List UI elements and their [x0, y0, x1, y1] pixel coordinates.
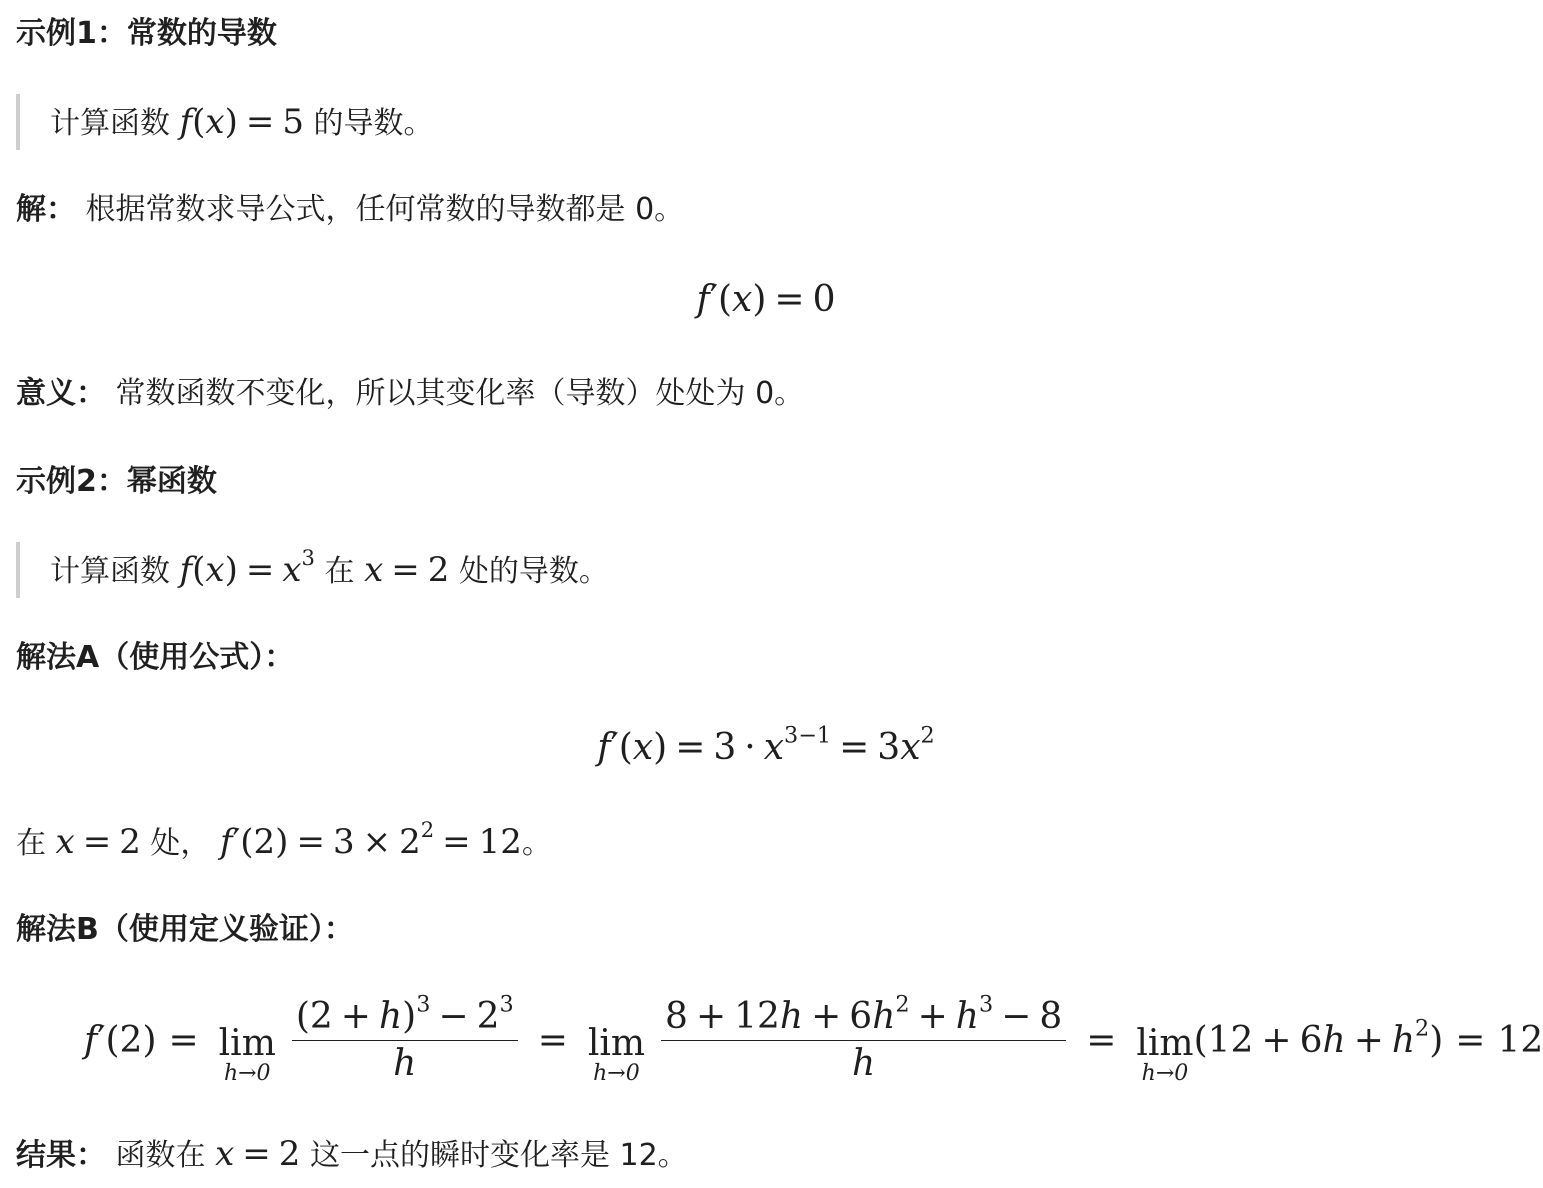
example1-solution-text: 根据常数求导公式，任何常数的导数都是 0。 [85, 192, 685, 227]
limit-2: lim h→0 [587, 1022, 646, 1086]
at-math: x = 2 [55, 822, 141, 862]
example1-display-math: f′(x) = 0 [696, 279, 836, 320]
example1-blockquote [16, 94, 1420, 150]
example2-quote-prefix: 计算函数 [50, 554, 170, 589]
fraction-1: $\frac{(2 + h)^3 - 2^3}{h}$ [292, 994, 518, 1087]
example2-quote-text [50, 545, 609, 592]
example1-meaning-text: 常数函数不变化，所以其变化率（导数）处处为 0。 [115, 376, 805, 411]
example1-quote-prefix: 计算函数 [50, 106, 170, 141]
methodB-display-math: f′(2) = lim h→0 $\frac{(2 + h)^3 - 2^3}{h}$ = lim h→0 $\frac{8 + 12h + 6h^2 + h^3 - 8}{h}$ = lim h→0 $(12 + 6h + h^2)$ = 12 [84, 991, 1543, 1086]
methodB-label: 解法B（使用定义验证）： [16, 912, 354, 947]
example1-heading: 示例1：常数的导数 [16, 16, 277, 51]
example1-solution-label: 解： [16, 192, 76, 227]
limit-3-expr: $(12 + 6h + h^2)$ [1193, 1015, 1444, 1061]
result-suffix: 这一点的瞬时变化率是 12。 [309, 1138, 688, 1173]
example1-meaning-label: 意义： [16, 376, 106, 411]
example2-quote-suffix: 处的导数。 [458, 554, 609, 589]
example2-quote-math: $f(x) = x^3$ [179, 545, 315, 590]
fraction-2: $\frac{8 + 12h + 6h^2 + h^3 - 8}{h}$ [661, 994, 1066, 1087]
example2-heading: 示例2：幂函数 [16, 464, 217, 499]
example2-quote-math2: x = 2 [364, 550, 450, 590]
example1-solution [16, 190, 684, 230]
result-line [16, 1134, 688, 1176]
result-math: x = 2 [215, 1134, 301, 1174]
result-label: 结果： [16, 1138, 106, 1173]
at-suffix: 。 [521, 826, 552, 861]
limit-1: lim h→0 [218, 1022, 276, 1086]
at-prefix: 在 [16, 826, 46, 861]
methodA-evaluation [16, 817, 552, 864]
methodB-result: 12 [1497, 1020, 1543, 1061]
methodB-lhs: f′(2) [84, 1020, 157, 1061]
limit-3: lim h→0 [1136, 1022, 1194, 1086]
example2-quote-mid: 在 [324, 554, 355, 589]
example1-quote-suffix: 的导数。 [313, 106, 434, 141]
example1-meaning [16, 374, 804, 414]
at-mid: 处， [150, 826, 211, 861]
methodA-label: 解法A（使用公式）： [16, 640, 295, 675]
result-prefix: 函数在 [115, 1138, 206, 1173]
example2-blockquote [16, 542, 1420, 598]
example1-quote-math: f(x) = 5 [179, 102, 304, 142]
methodA-display-math: $f'(x) = 3 \cdot x^{3-1} = 3x^2$ [597, 722, 935, 768]
at-math2: $f'(2) = 3 \times 2^2 = 12$ [219, 817, 522, 862]
example1-quote-text [50, 102, 434, 144]
